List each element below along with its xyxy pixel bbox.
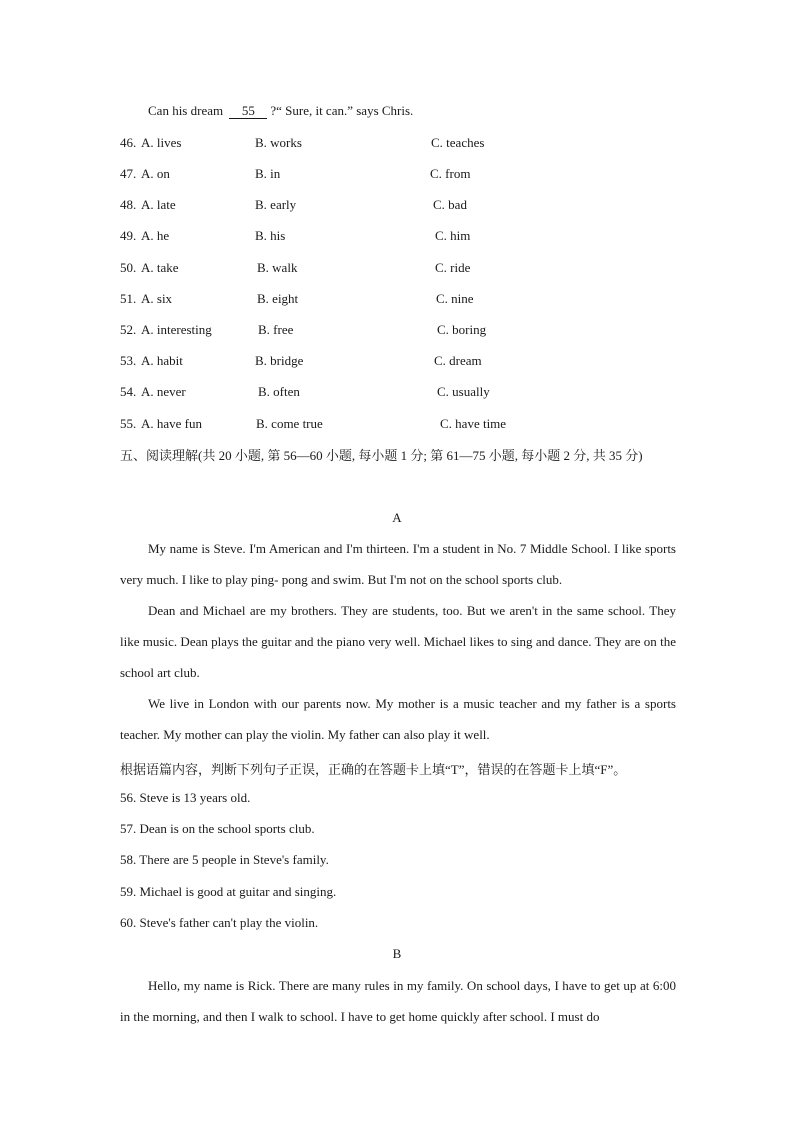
option-row-48	[120, 197, 700, 217]
option-a: A. six	[141, 291, 173, 306]
question-number: 52.	[120, 322, 137, 337]
option-b: B. free	[258, 322, 294, 337]
option-row-50	[120, 260, 700, 280]
option-a: A. habit	[141, 353, 183, 368]
option-c: C. from	[430, 166, 471, 181]
option-b: B. eight	[257, 291, 299, 306]
option-b: B. his	[255, 228, 286, 243]
option-b: B. walk	[257, 260, 298, 275]
cloze-blank: 55	[229, 104, 267, 119]
option-c: C. him	[435, 228, 471, 243]
question-number: 47.	[120, 166, 137, 181]
option-c: C. have time	[440, 416, 507, 431]
passage-b-label: B	[392, 946, 402, 961]
option-c: C. bad	[433, 197, 467, 212]
question-number: 53.	[120, 353, 137, 368]
question-number: 54.	[120, 384, 137, 399]
option-c: C. ride	[435, 260, 471, 275]
option-b: B. bridge	[255, 353, 304, 368]
option-a: A. interesting	[141, 322, 212, 337]
option-row-47	[120, 166, 700, 186]
question-number: 51.	[120, 291, 137, 306]
question-number: 50.	[120, 260, 137, 275]
passage-a-paragraph-2: Dean and Michael are my brothers. They are students, too. But we aren't in the same school. They like music. Dean plays the guitar and the piano very well. Michael likes to sing and dance. They are on the school art club.	[120, 603, 676, 680]
option-row-55	[120, 416, 700, 436]
option-b: B. works	[255, 135, 302, 150]
passage-a-paragraph-3: We live in London with our parents now. My mother is a music teacher and my father is a sports teacher. My mother can play the violin. My father can also play it well.	[120, 696, 676, 742]
option-a: A. take	[141, 260, 179, 275]
true-false-instruction: 根据语篇内容，判断下列句子正误，正确的在答题卡上填“T”，错误的在答题卡上填“F”。	[120, 762, 627, 777]
option-row-46	[120, 135, 700, 155]
option-c: C. usually	[437, 384, 490, 399]
cloze-intro-line	[148, 103, 413, 119]
option-row-49	[120, 228, 700, 248]
statement-58: 58. There are 5 people in Steve's family.	[120, 852, 329, 867]
option-row-52	[120, 322, 700, 342]
option-c: C. nine	[436, 291, 474, 306]
option-b: B. in	[255, 166, 281, 181]
statement-57: 57. Dean is on the school sports club.	[120, 821, 315, 836]
passage-a-label: A	[392, 510, 402, 525]
question-number: 55.	[120, 416, 137, 431]
option-row-53	[120, 353, 700, 373]
intro-text-after: ?“ Sure, it can.” says Chris.	[270, 103, 414, 118]
question-number: 46.	[120, 135, 137, 150]
option-c: C. dream	[434, 353, 482, 368]
option-c: C. teaches	[431, 135, 485, 150]
statement-60: 60. Steve's father can't play the violin.	[120, 915, 319, 930]
question-number: 48.	[120, 197, 137, 212]
option-row-54	[120, 384, 700, 404]
option-b: B. often	[258, 384, 300, 399]
option-row-51	[120, 291, 700, 311]
section-heading: 五、阅读理解(共 20 小题, 第 56—60 小题, 每小题 1 分; 第 61—75 小题, 每小题 2 分, 共 35 分)	[120, 448, 643, 463]
statement-56: 56. Steve is 13 years old.	[120, 790, 251, 805]
intro-text-before: Can his dream	[148, 103, 224, 118]
option-a: A. never	[141, 384, 186, 399]
option-a: A. late	[141, 197, 176, 212]
option-a: A. he	[141, 228, 170, 243]
passage-a-paragraph-1: My name is Steve. I'm American and I'm thirteen. I'm a student in No. 7 Middle School. I like sports very much. I like to play ping- pong and swim. But I'm not on the school sports club.	[120, 541, 676, 587]
option-b: B. come true	[256, 416, 323, 431]
option-a: A. lives	[141, 135, 182, 150]
question-number: 49.	[120, 228, 137, 243]
option-b: B. early	[255, 197, 297, 212]
option-a: A. have fun	[141, 416, 203, 431]
passage-b-paragraph-1: Hello, my name is Rick. There are many rules in my family. On school days, I have to get up at 6:00 in the morning, and then I walk to school. I have to get home quickly after school. I must do	[120, 978, 676, 1024]
statement-59: 59. Michael is good at guitar and singing.	[120, 884, 337, 899]
option-c: C. boring	[437, 322, 487, 337]
option-a: A. on	[141, 166, 170, 181]
